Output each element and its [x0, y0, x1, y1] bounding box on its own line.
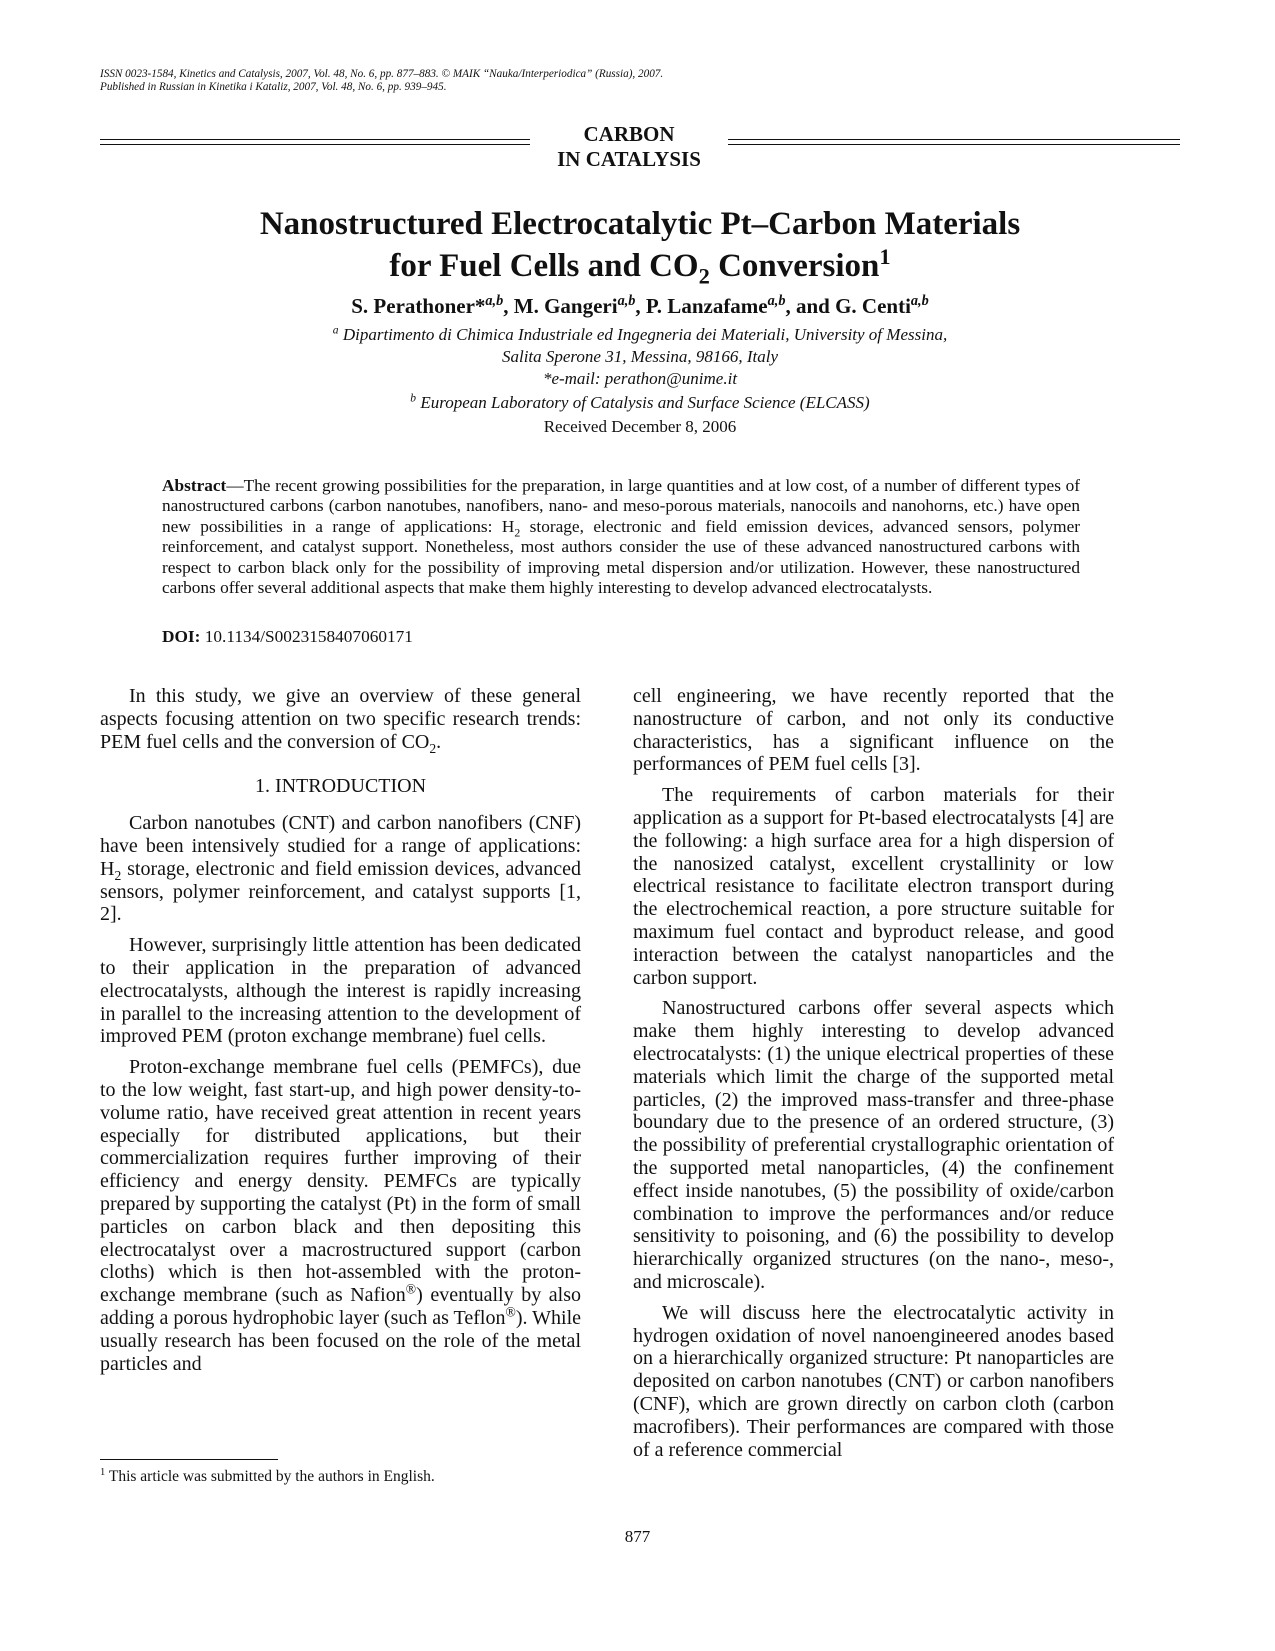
title-text-end: Conversion: [709, 248, 880, 284]
intro-paragraph: In this study, we give an overview of these general aspects focusing attention on two specific research trends: PEM fuel cells and the conversion of $CO_2$.: [100, 685, 581, 756]
doi: [162, 627, 413, 647]
affiliation-a: [100, 324, 1180, 368]
banner-rule-right: [728, 139, 1180, 145]
author: P. Lanzafame$^{a,b}$, and: [645, 293, 836, 318]
affiliation-b: $^b$ European Laboratory of Catalysis and Surface Science (ELCASS): [410, 391, 870, 412]
page-number: 877: [624, 1527, 651, 1546]
footnote: $^1$ This article was submitted by the authors in English.: [100, 1466, 435, 1485]
paragraph: Proton-exchange membrane fuel cells (PEMFCs), due to the low weight, fast start-up, and high power density-to-volume ratio, have received great attention in recent years especially for distributed applications, but their commercialization requires further improving of their efficiency and energy density. PEMFCs are typically prepared by supporting the catalyst (Pt) in the form of small particles on carbon black and then depositing this electrocatalyst over a macrostructured support (carbon cloths) which is then hot-assembled with the proton-exchange membrane (such as Nafion®) eventually by also adding a porous hydrophobic layer (such as Teflon®). While usually research has been focused on the role of the metal particles and: [100, 1056, 581, 1375]
title-subscript: 2: [698, 263, 710, 289]
section-title: [530, 122, 728, 172]
paragraph: Nanostructured carbons offer several aspects which make them highly interesting to develop advanced electrocatalysts: (1) the unique electrical properties of these materials which limit the charge of the supported metal particles, (2) the improved mass-transfer and three-phase boundary due to the presence of an ordered structure, (3) the possibility of preferential crystallographic orientation of the supported metal nanoparticles, (4) the confinement effect inside nanotubes, (5) the possibility of oxide/carbon combination to improve the performances and/or reduce sensitivity to poisoning, and (6) the possibility to develop hierarchically organized structures (on the nano-, meso-, and microscale).: [633, 997, 1114, 1293]
journal-translation-line: Published in Russian in Kinetika i Kataliz, 2007, Vol. 48, No. 6, pp. 939–945.: [100, 81, 447, 93]
journal-header: [100, 68, 1180, 94]
paragraph: We will discuss here the electrocatalytic activity in hydrogen oxidation of novel nanoengineered anodes based on a hierarchically organized structure: Pt nanoparticles are deposited on carbon nanotubes (CNT) or carbon nanofibers (CNF), which are grown directly on carbon cloth (carbon macrofibers). Their performances are compared with those of a reference commercial: [633, 1301, 1114, 1461]
section-banner: [100, 122, 1180, 174]
affiliation-a-line1: $^a$ Dipartimento di Chimica Industriale ed Ingegneria dei Materiali, University of Messina,: [332, 323, 948, 344]
doi-label: DOI:: [162, 627, 201, 646]
doi-value: 10.1134/S0023158407060171: [200, 627, 413, 646]
title-text: for Fuel Cells and CO: [389, 248, 699, 284]
email: *e-mail: perathon@unime.it: [542, 369, 738, 388]
author: M. Gangeri$^{a,b}$,: [513, 293, 646, 318]
abstract-label: Abstract: [162, 476, 227, 495]
section-title-line2: IN CATALYSIS: [557, 147, 701, 171]
paragraph: However, surprisingly little attention has been dedicated to their application in the preparation of advanced electrocatalysts, although the interest is rapidly increasing in parallel to the increasing attention to the development of improved PEM (proton exchange membrane) fuel cells.: [100, 934, 581, 1048]
title-line1: Nanostructured Electrocatalytic Pt–Carbon Materials: [259, 206, 1021, 242]
section-title-line1: CARBON: [583, 122, 675, 146]
paragraph: The requirements of carbon materials for their application as a support for Pt-based electrocatalysts [4] are the following: a high surface area for a high dispersion of the nanosized catalyst, excellent crystallinity or low electrical resistance to facilitate electron transport during the electrochemical reaction, a pore structure suitable for maximum fuel contact and byproduct release, and good interaction between the catalyst nanoparticles and the carbon support.: [633, 784, 1114, 989]
section-heading: 1. INTRODUCTION: [254, 775, 427, 798]
author-list: [100, 293, 1180, 319]
left-column: [100, 685, 581, 1383]
paragraph: cell engineering, we have recently reported that the nanostructure of carbon, and not only its conductive characteristics, has a significant influence on the performances of PEM fuel cells [3].: [633, 685, 1114, 776]
title-footnote-mark: 1: [879, 244, 891, 269]
paragraph: Carbon nanotubes (CNT) and carbon nanofibers (CNF) have been intensively studied for a range of applications: $H_2$ storage, electronic and field emission devices, advanced sensors, polymer reinforcement, and catalyst supports [1, 2].: [100, 812, 581, 926]
footnote-rule: [100, 1459, 278, 1460]
journal-citation-line: ISSN 0023-1584, Kinetics and Catalysis, 2007, Vol. 48, No. 6, pp. 877–883. © MAIK “Nauka/Interperiodica” (Russia), 2007.: [100, 68, 664, 80]
received-date: Received December 8, 2006: [543, 417, 737, 436]
author: S. Perathoner*$^{a,b}$,: [351, 293, 514, 318]
title-line2: [100, 245, 1180, 287]
abstract: Abstract—The recent growing possibilities for the preparation, in large quantities and at low cost, of a number of different types of nanostructured carbons (carbon nanotubes, nanofibers, nano- and meso-porous materials, nanocoils and nanohorns, etc.) have open new possibilities in a range of applications: $H_2$ storage, electronic and field emission devices, advanced sensors, polymer reinforcement, and catalyst support. Nonetheless, most authors consider the use of these advanced nanostructured carbons with respect to carbon black only for the possibility of improving metal dispersion and/or utilization. However, these nanostructured carbons offer several additional aspects that make them highly interesting to develop advanced electrocatalysts.: [162, 476, 1081, 598]
author: G. Centi$^{a,b}$: [835, 293, 929, 318]
article-title: [100, 203, 1180, 287]
right-column: [633, 685, 1114, 1469]
affiliation-a-line2: Salita Sperone 31, Messina, 98166, Italy: [501, 347, 779, 366]
banner-rule-left: [100, 139, 530, 145]
